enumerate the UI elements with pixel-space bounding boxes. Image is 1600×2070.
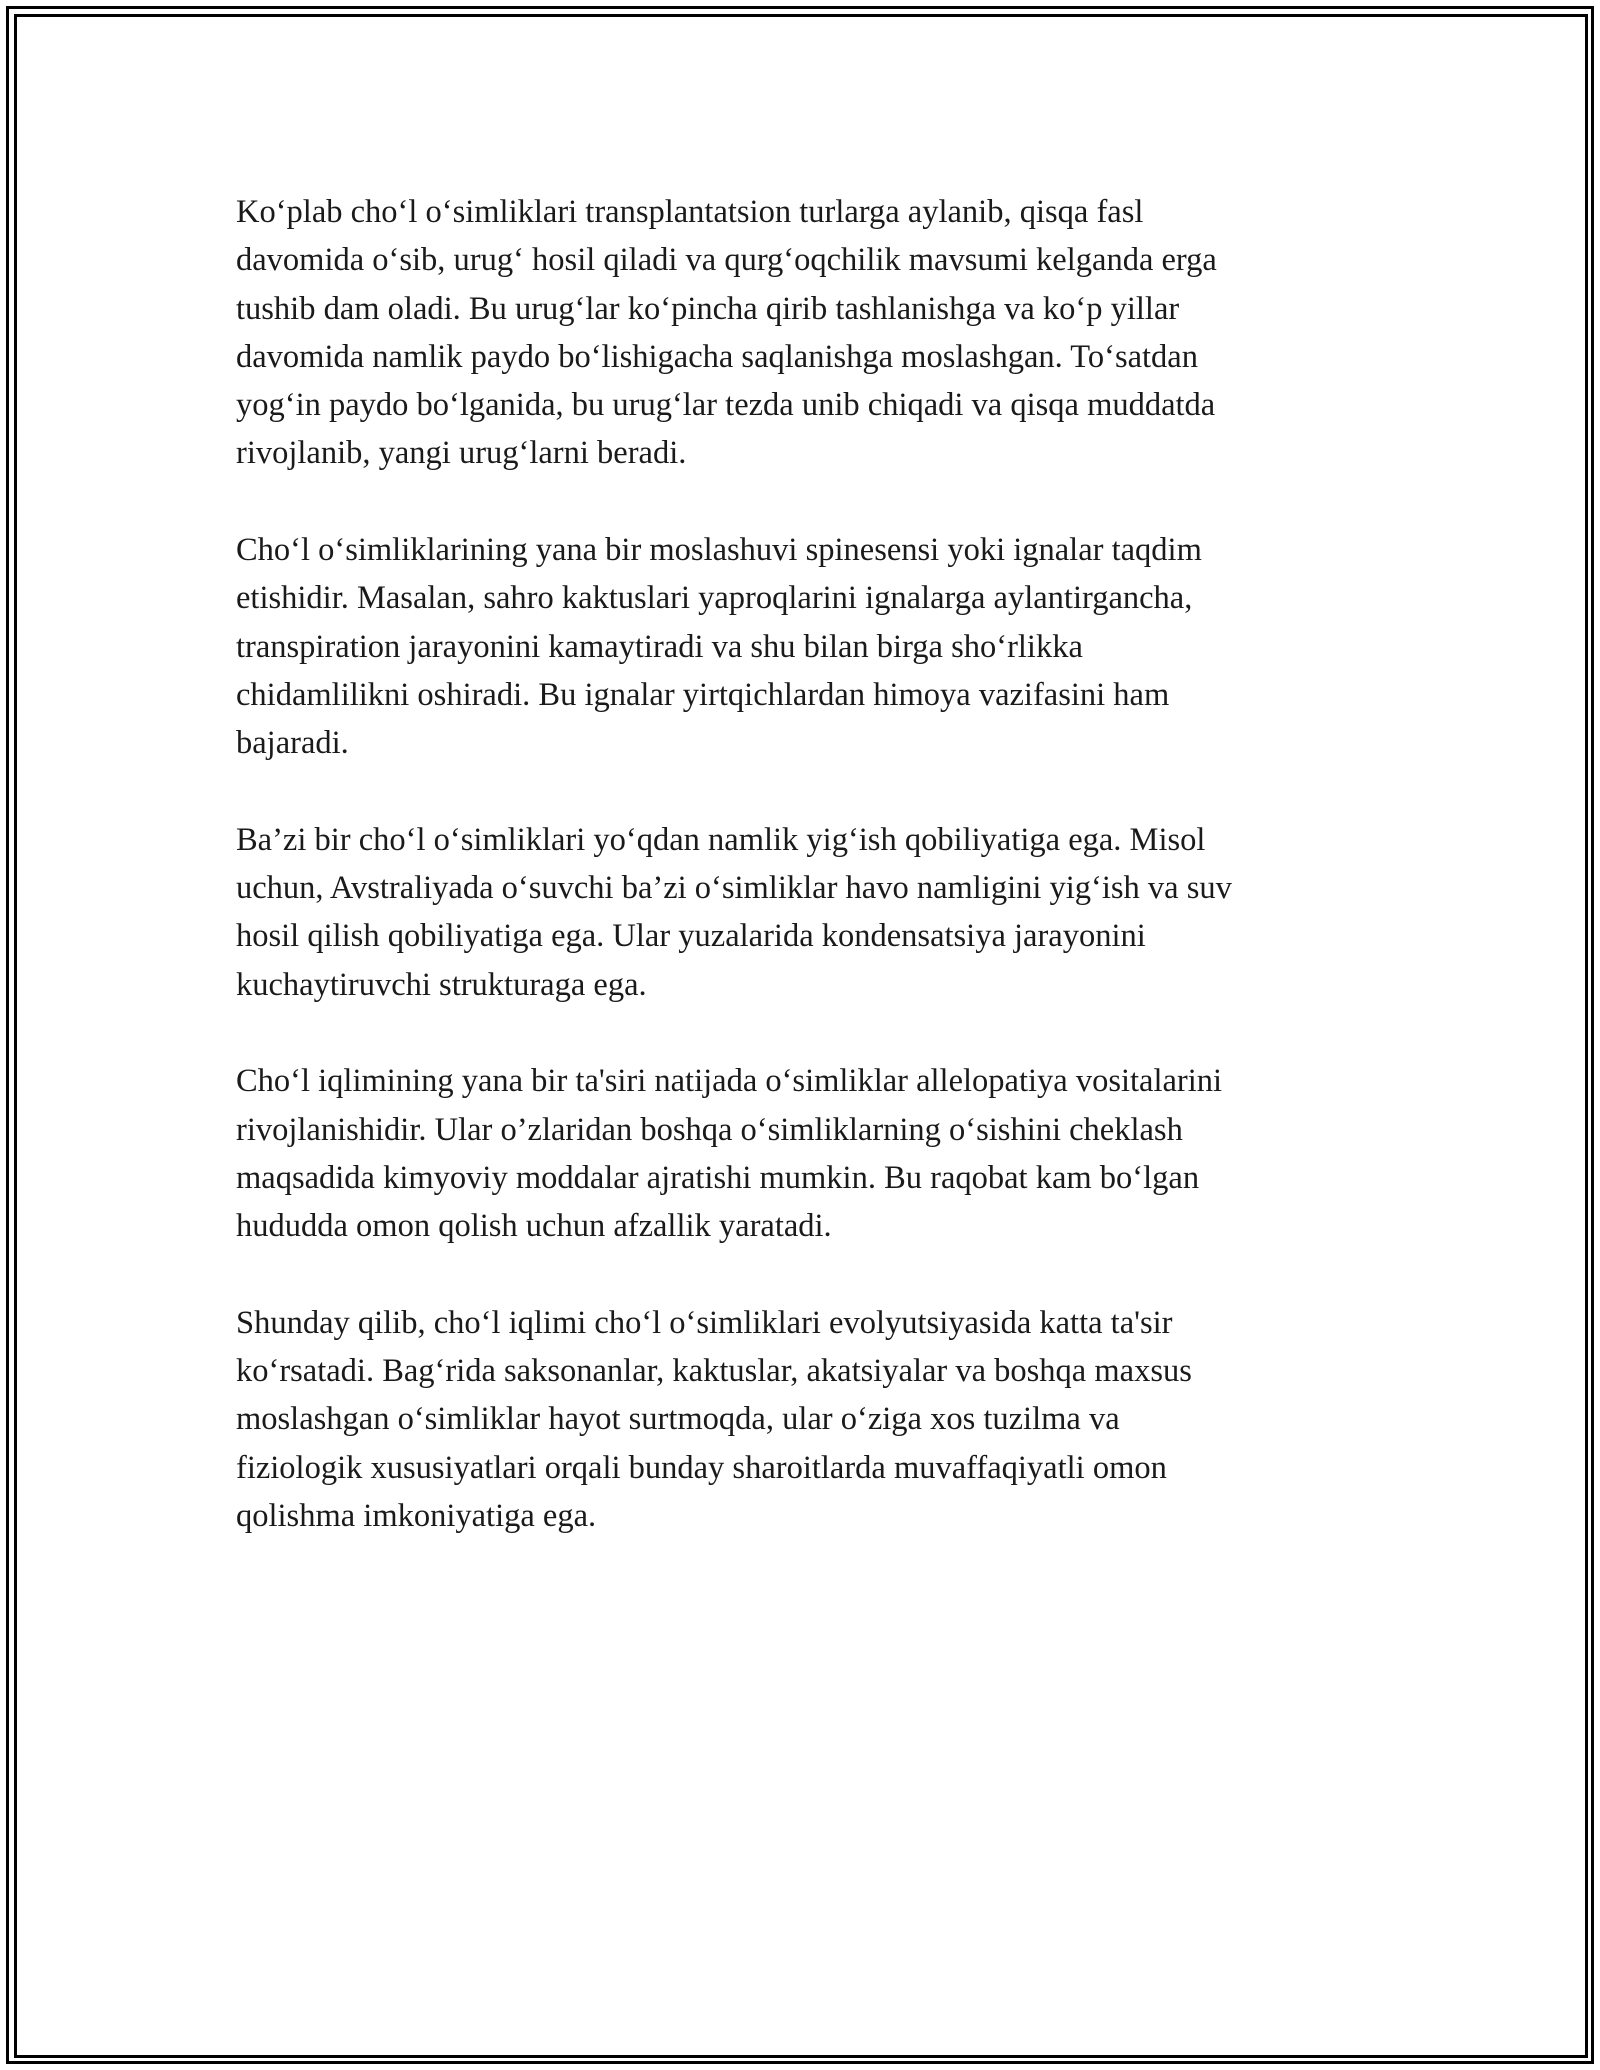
paragraph-1: Ko‘plab cho‘l o‘simliklari transplantatsion turlarga aylanib, qisqa fasl davomida o‘sib, urug‘ hosil qiladi va qurg‘oqchilik mavsumi kelganda erga tushib dam oladi. Bu urug‘lar ko‘pincha qirib tashlanishga va ko‘p yillar davomida namlik paydo bo‘lishigacha saqlanishga moslashgan. To‘satdan yog‘in paydo bo‘lganida, bu urug‘lar tezda unib chiqadi va qisqa muddatda rivojlanib, yangi urug‘larni beradi. [236,194,1217,472]
paragraph-2: Cho‘l o‘simliklarining yana bir moslashuvi spinesensi yoki ignalar taqdim etishidir. Masalan, sahro kaktuslari yaproqlarini ignalarga aylantirgancha, transpiration jarayonini kamaytiradi va shu bilan birga sho‘rlikka chidamlilikni oshiradi. Bu ignalar yirtqichlardan himoya vazifasini ham bajaradi. [236,532,1202,762]
paragraph-3: Ba’zi bir cho‘l o‘simliklari yo‘qdan namlik yig‘ish qobiliyatiga ega. Misol uchun, Avstraliyada o‘suvchi ba’zi o‘simliklar havo namligini yig‘ish va suv hosil qilish qobiliyatiga ega. Ular yuzalarida kondensatsiya jarayonini kuchaytiruvchi strukturaga ega. [236,821,1232,1003]
document-body [236,188,1376,1589]
paragraph-5: Shunday qilib, cho‘l iqlimi cho‘l o‘simliklari evolyutsiyasida katta ta'sir ko‘rsatadi. Bag‘rida saksonanlar, kaktuslar, akatsiyalar va boshqa maxsus moslashgan o‘simliklar hayot surtmoqda, ular o‘ziga xos tuzilma va fiziologik xususiyatlari orqali bunday sharoitlarda muvaffaqiyatli omon qolishma imkoniyatiga ega. [236,1304,1192,1535]
paragraph-4: Cho‘l iqlimining yana bir ta'siri natijada o‘simliklar allelopatiya vositalarini rivojlanishidir. Ular o’zlaridan boshqa o‘simliklarning o‘sishini cheklash maqsadida kimyoviy moddalar ajratishi mumkin. Bu raqobat kam bo‘lgan hududda omon qolish uchun afzallik yaratadi. [236,1063,1223,1245]
